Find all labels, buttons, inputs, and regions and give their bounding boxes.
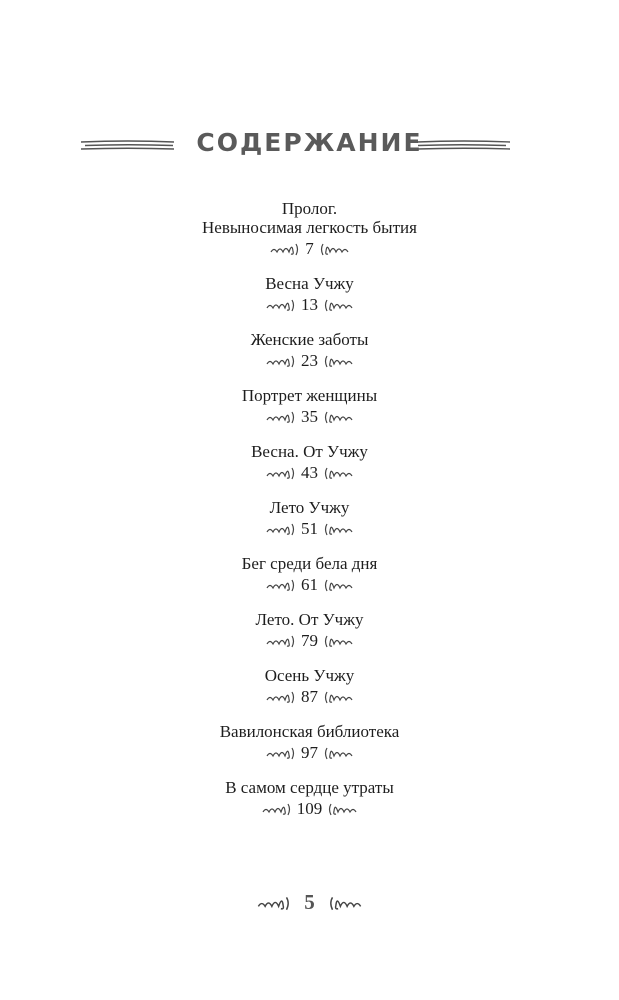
toc-page-row: [0, 405, 619, 429]
toc-page-number: 61: [301, 575, 318, 594]
toc-entry: [0, 274, 619, 330]
toc-page-number: 7: [305, 239, 314, 258]
curl-ornament-left-icon: [265, 689, 295, 705]
curl-ornament-right-icon: [320, 241, 350, 257]
toc-page-number: 23: [301, 351, 318, 370]
toc-page-row: [0, 517, 619, 541]
curl-ornament-right-icon: [324, 465, 354, 481]
curl-ornament-left-icon: [269, 241, 299, 257]
toc-page-row: [0, 685, 619, 709]
curl-ornament-right-icon: [324, 689, 354, 705]
toc-entry: [0, 610, 619, 666]
curl-ornament-right-icon: [324, 353, 354, 369]
toc-entry-title: Лето. От Учжу: [255, 610, 364, 629]
page-title: СОДЕРЖАНИЕ: [196, 128, 423, 157]
toc-page-row: [0, 797, 619, 821]
curl-ornament-right-icon: [324, 745, 354, 761]
toc-entry-title: Весна Учжу: [265, 274, 354, 293]
toc-entry: [0, 722, 619, 778]
contents-header: [0, 126, 619, 166]
toc-page-number: 79: [301, 631, 318, 650]
curl-ornament-right-icon: [324, 297, 354, 313]
page-number: 5: [304, 890, 315, 914]
toc-page-number: 35: [301, 407, 318, 426]
toc-entry-title: Лето Учжу: [269, 498, 350, 517]
toc-page-row: [0, 461, 619, 485]
toc-entry-title: Вавилонская библиотека: [219, 722, 400, 741]
curl-ornament-left-icon: [265, 353, 295, 369]
toc-page-row: [0, 293, 619, 317]
toc-entry: [0, 442, 619, 498]
curl-ornament-left-icon: [265, 521, 295, 537]
curl-ornament-right-icon: [328, 801, 358, 817]
triple-line-rule-icon: [416, 139, 511, 151]
toc-entry: [0, 386, 619, 442]
curl-ornament-right-icon: [324, 633, 354, 649]
toc-entry: [0, 554, 619, 610]
toc-page-row: [0, 349, 619, 373]
toc-entry: [0, 199, 619, 274]
toc-entry-title: Женские заботы: [250, 330, 369, 349]
curl-ornament-left-icon: [265, 633, 295, 649]
toc-page-number: 43: [301, 463, 318, 482]
toc-entry-title: Весна. От Учжу: [251, 442, 368, 461]
curl-ornament-left-icon: [265, 577, 295, 593]
toc-page-row: [0, 573, 619, 597]
curl-ornament-right-icon: [324, 409, 354, 425]
toc-page-number: 13: [301, 295, 318, 314]
curl-ornament-left-icon: [265, 745, 295, 761]
curl-ornament-right-icon: [324, 577, 354, 593]
curl-ornament-left-icon: [256, 894, 290, 912]
toc-entry-title: Пролог. Невыносимая легкость бытия: [202, 199, 417, 237]
toc-page-number: 109: [296, 799, 323, 818]
toc-entry: [0, 498, 619, 554]
toc-entry: [0, 330, 619, 386]
table-of-contents: [0, 199, 619, 834]
toc-entry-title: Осень Учжу: [264, 666, 355, 685]
toc-entry: [0, 778, 619, 834]
curl-ornament-right-icon: [324, 521, 354, 537]
toc-page-row: [0, 629, 619, 653]
curl-ornament-left-icon: [265, 409, 295, 425]
toc-entry: [0, 666, 619, 722]
curl-ornament-right-icon: [329, 894, 363, 912]
toc-page-number: 51: [301, 519, 318, 538]
toc-entry-title: В самом сердце утраты: [225, 778, 394, 797]
toc-entry-title: Бег среди бела дня: [241, 554, 378, 573]
toc-entry-title: Портрет женщины: [241, 386, 378, 405]
toc-page-row: [0, 237, 619, 261]
curl-ornament-left-icon: [265, 465, 295, 481]
page-footer: [0, 890, 619, 915]
toc-page-row: [0, 741, 619, 765]
toc-page-number: 87: [301, 687, 318, 706]
toc-page-number: 97: [301, 743, 318, 762]
curl-ornament-left-icon: [261, 801, 291, 817]
curl-ornament-left-icon: [265, 297, 295, 313]
